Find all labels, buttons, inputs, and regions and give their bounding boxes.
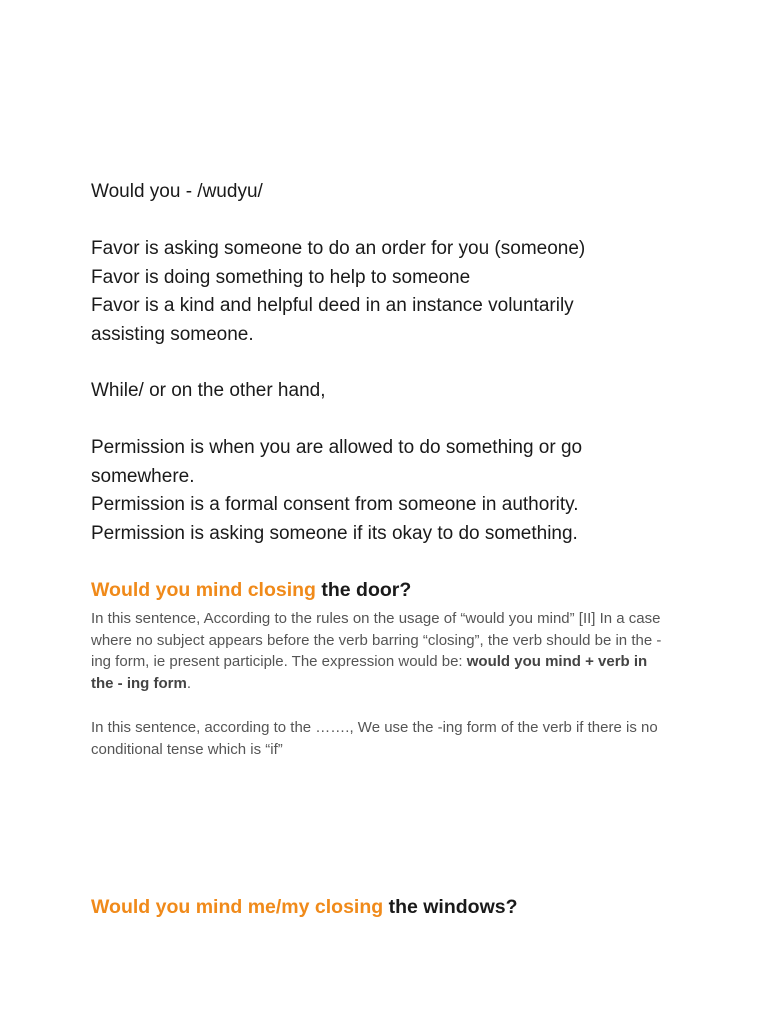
favor-section (91, 235, 691, 349)
example1-explanation (91, 608, 669, 694)
example1-explanation-end: . (186, 674, 191, 692)
intro-section (91, 178, 691, 207)
example1-heading (91, 576, 691, 604)
example1-heading-rest: the door? (315, 579, 412, 601)
example2-heading-rest: the windows? (383, 896, 518, 918)
permission-line: Permission is when you are allowed to do something or go somewhere. (91, 437, 583, 487)
example1-explanation2-block (91, 717, 691, 760)
intro-title: Would you - /wudyu/ (91, 181, 263, 202)
example2-section (91, 893, 691, 921)
example1-section (91, 576, 691, 604)
favor-line: Favor is doing something to help to someone (91, 266, 471, 288)
example1-explanation-start: In this sentence, According to the rules on the usage of “would you mind” [II] In a case where no subject appears before the verb barring “closing”, the verb should be in the -ing form, ie present participle. The expression would be: (91, 610, 662, 671)
example1-explanation-block (91, 608, 691, 694)
permission-line: Permission is asking someone if its okay to do something. (91, 522, 578, 544)
permission-line: Permission is a formal consent from someone in authority. (91, 494, 579, 515)
favor-line: Favor is asking someone to do an order for you (someone) (91, 238, 586, 259)
example1-heading-accent: Would you mind closing (91, 579, 316, 601)
permission-section (91, 434, 691, 548)
favor-line: Favor is a kind and helpful deed in an instance voluntarily assisting someone. (91, 295, 574, 345)
transition-text: While/ or on the other hand, (91, 380, 326, 401)
example2-heading (91, 893, 691, 921)
example2-heading-accent: Would you mind me/my closing (91, 896, 384, 918)
example1-explanation-bold: would you mind + verb in the - ing form (91, 653, 648, 692)
transition-section (91, 377, 691, 406)
example1-explanation2: In this sentence, according to the ……., We use the -ing form of the verb if there is no conditional tense which is “if” (91, 719, 658, 758)
